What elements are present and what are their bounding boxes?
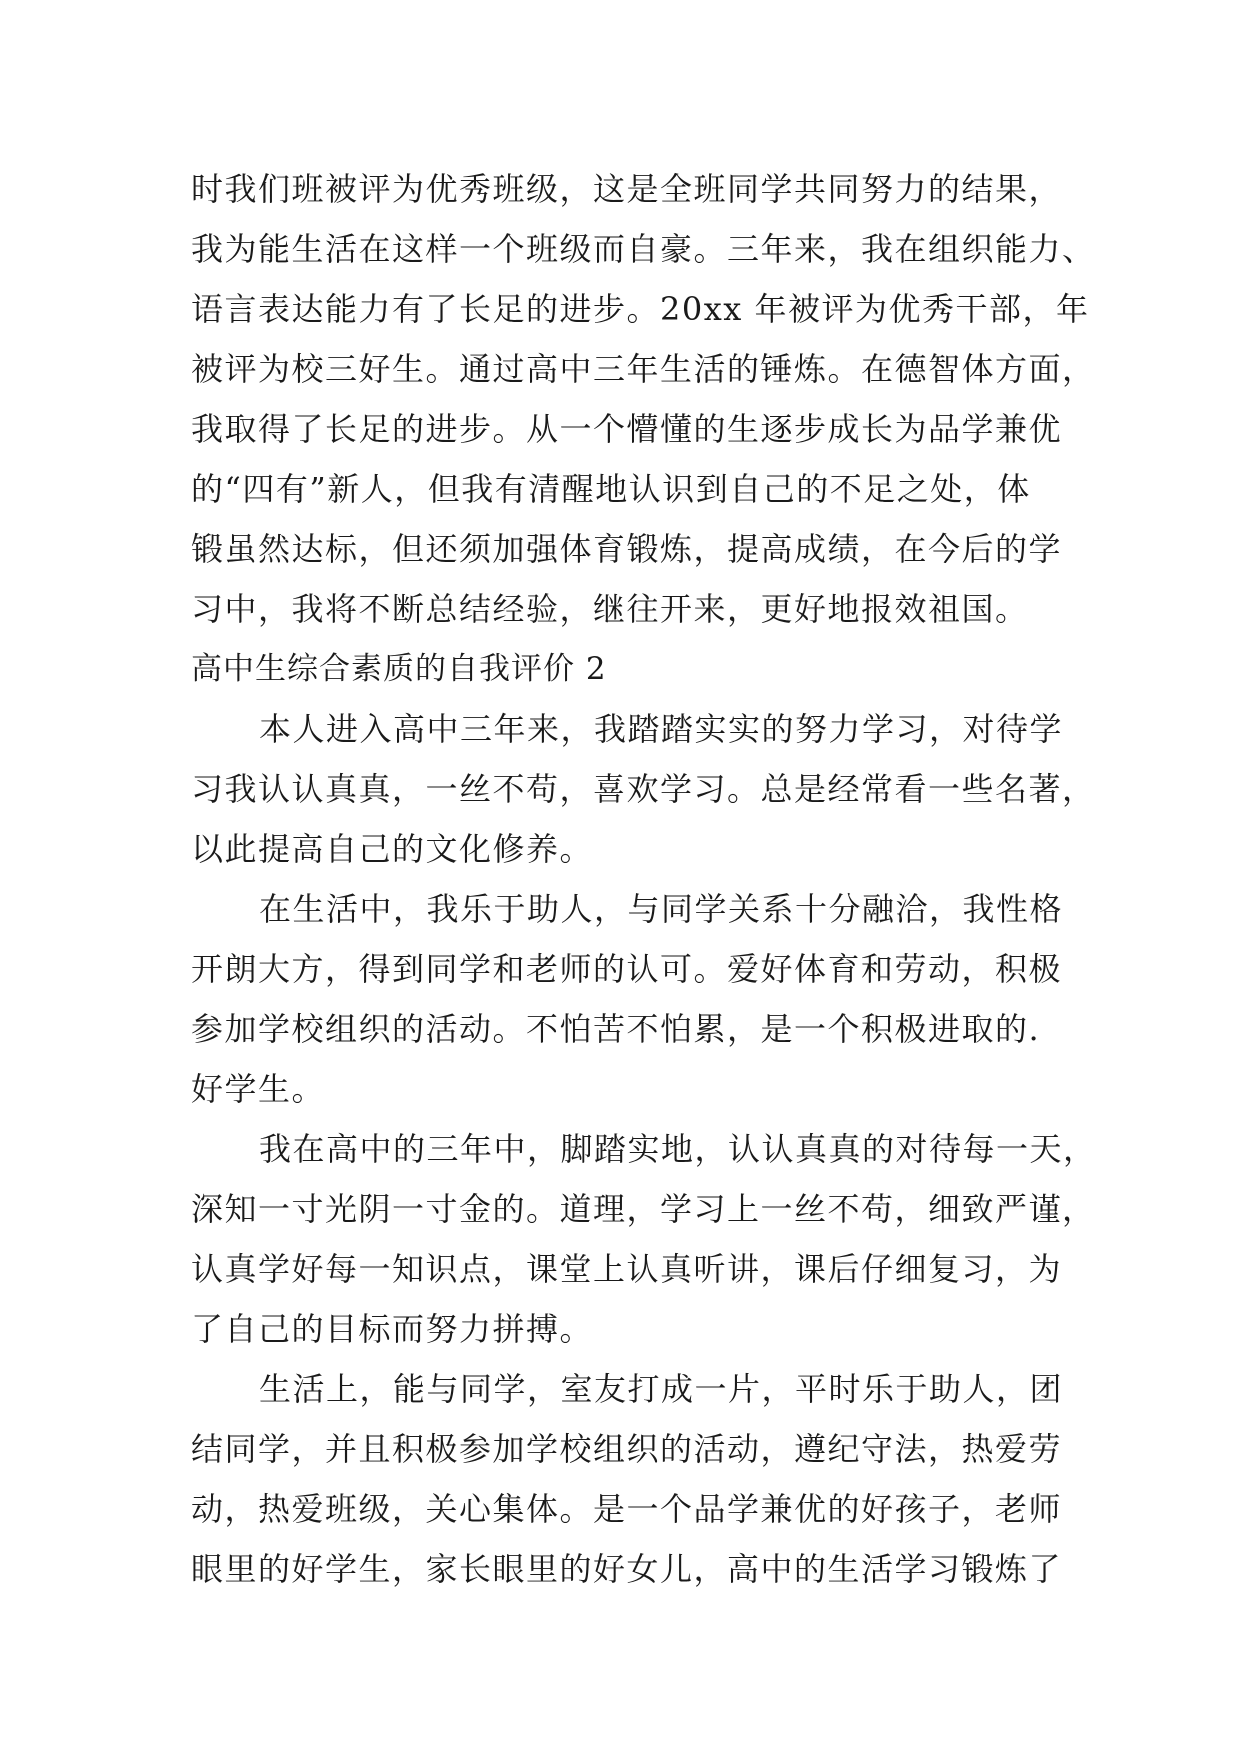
- text-line: 习我认认真真，一丝不苟，喜欢学习。总是经常看一些名著，: [191, 770, 1096, 808]
- document-body: [191, 159, 1097, 1599]
- text-line: 时我们班被评为优秀班级，这是全班同学共同努力的结果，: [191, 170, 1063, 208]
- text-line: 眼里的好学生，家长眼里的好女儿，高中的生活学习锻炼了: [191, 1550, 1063, 1588]
- text-line: 我在高中的三年中，脚踏实地，认认真真的对待每一天，: [259, 1130, 1097, 1168]
- text-line: 开朗大方，得到同学和老师的认可。爱好体育和劳动，积极: [191, 950, 1063, 988]
- text-line: 生活上，能与同学，室友打成一片，平时乐于助人，团: [259, 1370, 1064, 1408]
- text-line: 在生活中，我乐于助人，与同学关系十分融洽，我性格: [259, 890, 1064, 928]
- text-line: 好学生。: [191, 1070, 326, 1108]
- text-line: 被评为校三好生。通过高中三年生活的锤炼。在德智体方面，: [191, 350, 1096, 388]
- text-line: 我为能生活在这样一个班级而自豪。三年来，我在组织能力、: [191, 230, 1096, 268]
- text-line: 参加学校组织的活动。不怕苦不怕累，是一个积极进取的.: [191, 1010, 1041, 1048]
- text-line: 语言表达能力有了长足的进步。20xx 年被评为优秀干部，年: [191, 290, 1090, 328]
- text-line: 我取得了长足的进步。从一个懵懂的生逐步成长为品学兼优: [191, 410, 1063, 448]
- text-line: 的“四有”新人，但我有清醒地认识到自己的不足之处，体: [191, 470, 1031, 508]
- text-line: 锻虽然达标，但还须加强体育锻炼，提高成绩，在今后的学: [191, 530, 1063, 568]
- section-heading: 高中生综合素质的自我评价 2: [191, 651, 607, 687]
- text-line: 动，热爱班级，关心集体。是一个品学兼优的好孩子，老师: [191, 1490, 1063, 1528]
- text-line: 认真学好每一知识点，课堂上认真听讲，课后仔细复习，为: [191, 1250, 1063, 1288]
- text-line: 习中，我将不断总结经验，继往开来，更好地报效祖国。: [191, 590, 1029, 628]
- text-line: 结同学，并且积极参加学校组织的活动，遵纪守法，热爱劳: [191, 1430, 1063, 1468]
- text-line: 本人进入高中三年来，我踏踏实实的努力学习，对待学: [259, 710, 1064, 748]
- text-line: 深知一寸光阴一寸金的。道理，学习上一丝不苟，细致严谨，: [191, 1190, 1096, 1228]
- text-line: 了自己的目标而努力拼搏。: [191, 1310, 594, 1348]
- text-line: 以此提高自己的文化修养。: [191, 830, 594, 868]
